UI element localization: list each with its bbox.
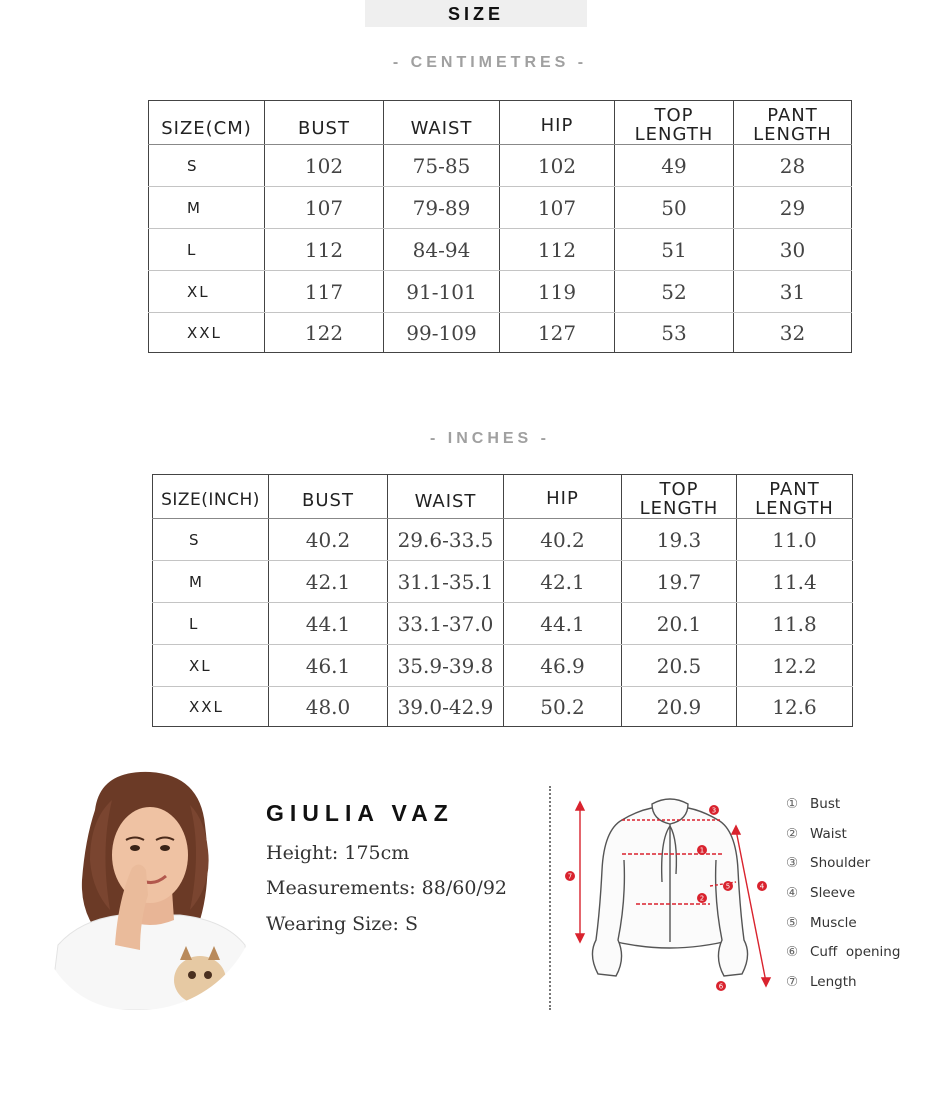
pant-length-cell: 12.6 — [737, 687, 853, 727]
top-length-cell: 20.1 — [622, 603, 737, 645]
legend-label: Bust — [810, 796, 841, 812]
size-cell: XXL — [153, 687, 269, 727]
header-hip: HIP — [504, 475, 622, 519]
legend-number: ⑦ — [786, 974, 799, 991]
model-illustration — [40, 770, 260, 1010]
top-length-cell: 19.7 — [622, 561, 737, 603]
waist-cell: 75-85 — [384, 145, 500, 187]
waist-cell: 39.0-42.9 — [388, 687, 504, 727]
legend-number: ⑤ — [786, 914, 799, 931]
table-row — [149, 145, 852, 187]
vertical-divider — [549, 786, 551, 1010]
bust-cell: 46.1 — [269, 645, 388, 687]
pant-length-cell: 11.8 — [737, 603, 853, 645]
size-cell: XXL — [149, 313, 265, 353]
hip-cell: 42.1 — [504, 561, 622, 603]
legend-label: Shoulder — [810, 855, 871, 872]
top-length-cell: 51 — [615, 229, 734, 271]
model-wearing-size: Wearing Size: S — [266, 913, 418, 935]
legend-item-sleeve — [786, 885, 900, 915]
bust-cell: 107 — [265, 187, 384, 229]
model-photo — [40, 770, 260, 1010]
marker-shoulder-label: 3 — [711, 806, 717, 815]
hip-cell: 107 — [500, 187, 615, 229]
bust-cell: 44.1 — [269, 603, 388, 645]
table-row — [153, 645, 853, 687]
size-cell: S — [153, 519, 269, 561]
table-header-row — [153, 475, 853, 519]
pant-length-cell: 11.0 — [737, 519, 853, 561]
waist-cell: 84-94 — [384, 229, 500, 271]
bust-cell: 40.2 — [269, 519, 388, 561]
size-cell: XL — [153, 645, 269, 687]
waist-cell: 33.1-37.0 — [388, 603, 504, 645]
header-size: SIZE(CM) — [149, 101, 265, 145]
top-length-cell: 20.9 — [622, 687, 737, 727]
legend-label: Sleeve — [810, 885, 856, 902]
legend-item-waist — [786, 826, 900, 856]
size-cell: XL — [149, 271, 265, 313]
table-row — [149, 187, 852, 229]
header-size: SIZE(INCH) — [153, 475, 269, 519]
garment-diagram — [560, 790, 780, 1000]
hip-cell: 44.1 — [504, 603, 622, 645]
hip-cell: 102 — [500, 145, 615, 187]
pant-length-cell: 11.4 — [737, 561, 853, 603]
table-row — [149, 313, 852, 353]
model-name: GIULIA VAZ — [266, 800, 454, 826]
waist-cell: 31.1-35.1 — [388, 561, 504, 603]
waist-cell: 35.9-39.8 — [388, 645, 504, 687]
header-pant-length: PANT LENGTH — [734, 101, 852, 145]
hip-cell: 46.9 — [504, 645, 622, 687]
hip-cell: 112 — [500, 229, 615, 271]
legend-label: Cuff opening — [810, 944, 901, 961]
marker-sleeve-label: 4 — [759, 882, 765, 891]
waist-cell: 79-89 — [384, 187, 500, 229]
size-cell: M — [149, 187, 265, 229]
size-table-inch — [152, 474, 853, 727]
table-row — [149, 271, 852, 313]
marker-cuff-label: 6 — [718, 982, 724, 991]
legend-number: ⑥ — [786, 944, 799, 961]
top-length-cell: 49 — [615, 145, 734, 187]
size-cell: L — [149, 229, 265, 271]
pant-length-cell: 31 — [734, 271, 852, 313]
top-length-cell: 50 — [615, 187, 734, 229]
marker-waist-label: 2 — [699, 894, 705, 903]
legend-item-muscle — [786, 915, 900, 945]
page-title: SIZE — [365, 0, 587, 27]
size-cell: M — [153, 561, 269, 603]
top-length-cell: 52 — [615, 271, 734, 313]
pant-length-cell: 30 — [734, 229, 852, 271]
legend-label: Length — [810, 974, 857, 991]
bust-cell: 102 — [265, 145, 384, 187]
top-length-cell: 53 — [615, 313, 734, 353]
size-cell: S — [149, 145, 265, 187]
pant-length-cell: 28 — [734, 145, 852, 187]
legend-number: ② — [786, 825, 799, 842]
table-header-row — [149, 101, 852, 145]
bust-cell: 112 — [265, 229, 384, 271]
header-top-length: TOP LENGTH — [622, 475, 737, 519]
bust-cell: 122 — [265, 313, 384, 353]
legend-label: Muscle — [810, 914, 857, 931]
hip-cell: 127 — [500, 313, 615, 353]
table-row — [149, 229, 852, 271]
marker-length-label: 7 — [567, 872, 573, 881]
pant-length-cell: 12.2 — [737, 645, 853, 687]
hip-cell: 119 — [500, 271, 615, 313]
bust-cell: 117 — [265, 271, 384, 313]
measurement-legend — [786, 796, 900, 1004]
table-row — [153, 561, 853, 603]
header-pant-length: PANT LENGTH — [737, 475, 853, 519]
top-length-cell: 19.3 — [622, 519, 737, 561]
top-length-cell: 20.5 — [622, 645, 737, 687]
header-bust: BUST — [269, 475, 388, 519]
header-waist: WAIST — [384, 101, 500, 145]
pant-length-cell: 29 — [734, 187, 852, 229]
inches-label: - INCHES - — [430, 430, 550, 447]
model-measurements: Measurements: 88/60/92 — [266, 877, 507, 899]
hip-cell: 50.2 — [504, 687, 622, 727]
legend-number: ① — [786, 796, 799, 812]
size-cell: L — [153, 603, 269, 645]
marker-muscle-label: 5 — [725, 882, 731, 891]
hip-cell: 40.2 — [504, 519, 622, 561]
legend-item-shoulder — [786, 855, 900, 885]
legend-item-length — [786, 974, 900, 1004]
bust-cell: 42.1 — [269, 561, 388, 603]
legend-number: ③ — [786, 855, 799, 872]
size-table-cm — [148, 100, 852, 353]
table-row — [153, 519, 853, 561]
model-height: Height: 175cm — [266, 842, 410, 864]
table-row — [153, 603, 853, 645]
legend-number: ④ — [786, 885, 799, 902]
header-waist: WAIST — [388, 475, 504, 519]
table-row — [153, 687, 853, 727]
header-top-length: TOP LENGTH — [615, 101, 734, 145]
bust-cell: 48.0 — [269, 687, 388, 727]
waist-cell: 91-101 — [384, 271, 500, 313]
header-hip: HIP — [500, 101, 615, 145]
legend-item-bust — [786, 796, 900, 826]
waist-cell: 99-109 — [384, 313, 500, 353]
legend-item-cuff-opening — [786, 944, 900, 974]
legend-label: Waist — [810, 825, 847, 842]
header-bust: BUST — [265, 101, 384, 145]
waist-cell: 29.6-33.5 — [388, 519, 504, 561]
marker-bust-label: 1 — [699, 846, 705, 855]
centimetres-label: - CENTIMETRES - — [392, 54, 588, 71]
pant-length-cell: 32 — [734, 313, 852, 353]
